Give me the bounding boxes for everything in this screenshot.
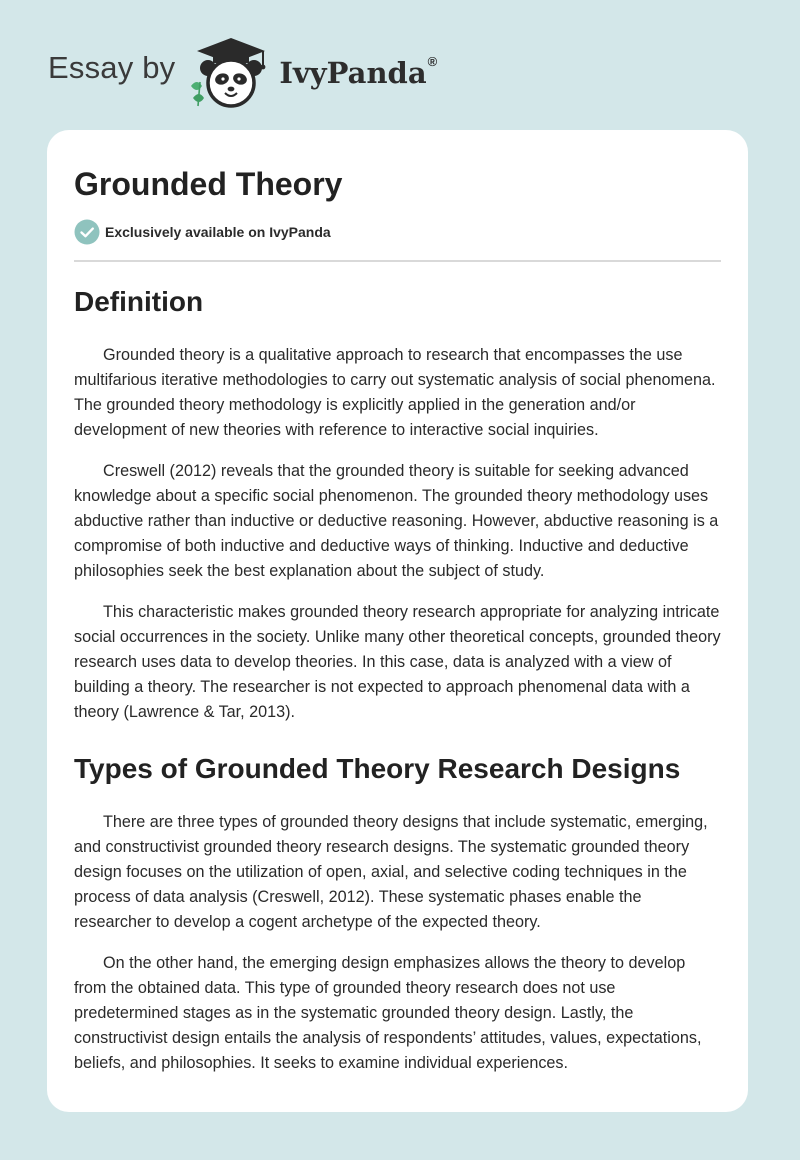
exclusive-badge: [74, 219, 721, 245]
check-circle-icon: [74, 219, 100, 245]
badge-text: Exclusively available on IvyPanda: [105, 224, 331, 240]
section-heading-definition: Definition: [74, 286, 204, 317]
section-heading-types: Types of Grounded Theory Research Designs: [74, 753, 681, 784]
site-brand[interactable]: [48, 34, 437, 110]
paragraph: This characteristic makes grounded theory research appropriate for analyzing intricate social occurrences in the society. Unlike many other theoretical concepts, grounded theory research uses data to develop theories. In this case, data is analyzed with a view of building a theory. The researcher is not expected to approach phenomenal data with a theory (Lawrence & Tar, 2013).: [74, 603, 721, 721]
brand-name: IvyPanda®: [279, 54, 438, 90]
paragraph: Creswell (2012) reveals that the grounded theory is suitable for seeking advanced knowledge about a specific social phenomenon. The grounded theory methodology uses abductive rather than inductive or deductive reasoning. However, abductive reasoning is a compromise of both inductive and deductive ways of thinking. Inductive and deductive philosophies seek the best explanation about the subject of study.: [74, 462, 719, 580]
panda-graduate-icon: [187, 34, 275, 110]
page-title: Grounded Theory: [74, 166, 343, 202]
paragraph: Grounded theory is a qualitative approach to research that encompasses the use multifarious iterative methodologies to carry out systematic analysis of social phenomena. The grounded theory methodology is explicitly applied in the generation and/or development of new theories with reference to interactive social inquiries.: [74, 346, 716, 439]
registered-mark: ®: [427, 54, 438, 69]
brand-prefix: Essay by: [48, 50, 176, 85]
essay-card: [47, 130, 748, 1112]
paragraph: On the other hand, the emerging design emphasizes allows the theory to develop from the obtained data. This type of grounded theory research does not use predetermined stages as in the systematic grounded theory design. Lastly, the constructivist design entails the analysis of respondents’ attitudes, values, expectations, beliefs, and philosophies. It seeks to examine individual experiences.: [74, 954, 702, 1072]
title-divider: [74, 260, 721, 262]
paragraph: There are three types of grounded theory designs that include systematic, emerging, and constructivist grounded theory research designs. The systematic grounded theory design focuses on the utilization of open, axial, and selective coding techniques in the process of data analysis (Creswell, 2012). These systematic phases enable the researcher to develop a cogent archetype of the expected theory.: [74, 813, 708, 931]
